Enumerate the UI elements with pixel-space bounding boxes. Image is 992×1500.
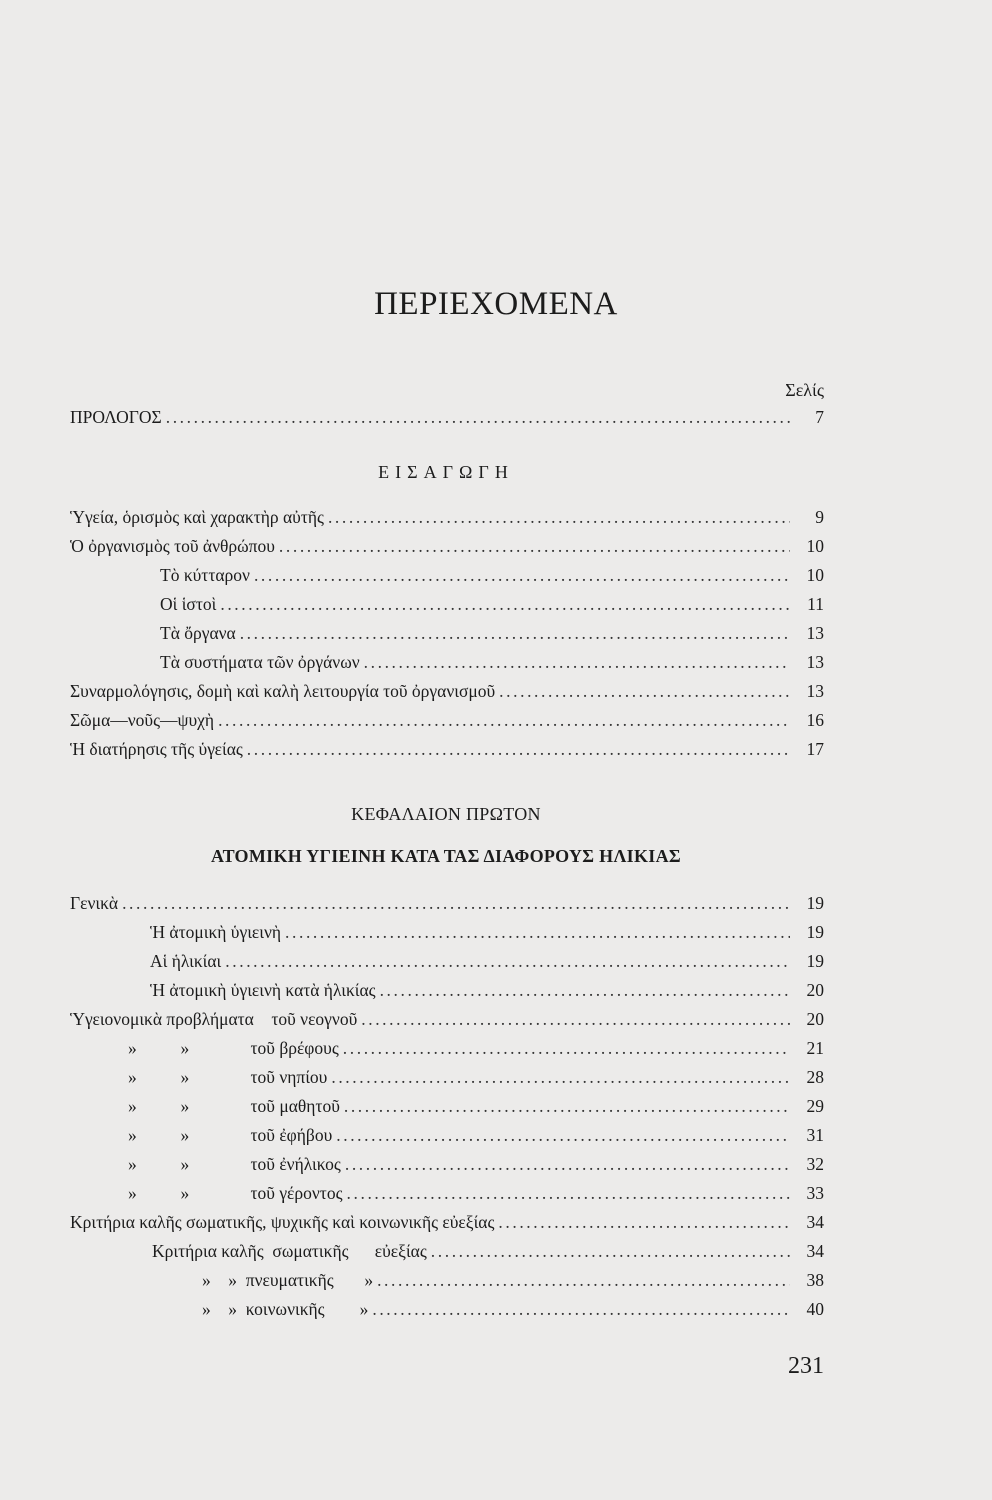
dot-leader: [254, 564, 790, 586]
toc-entry-page: 19: [806, 922, 824, 942]
toc-entry-label: Κριτήρια καλῆς σωματικῆς, ψυχικῆς καὶ κοινωνικῆς εὐεξίας: [70, 1212, 495, 1232]
dot-leader: [247, 738, 790, 760]
toc-entry-page: 28: [806, 1067, 824, 1087]
dot-leader: [240, 622, 790, 644]
toc-entry-label: Γενικὰ: [70, 893, 119, 913]
chapter-heading: ΚΕΦΑΛΑΙΟΝ ΠΡΩΤΟΝ: [351, 804, 541, 824]
toc-entry: [160, 562, 824, 586]
toc-entry: [70, 504, 824, 528]
toc-entry-label: Κριτήρια καλῆς σωματικῆς εὐεξίας: [152, 1241, 427, 1261]
toc-entry: [128, 1093, 824, 1117]
dot-leader: [285, 921, 790, 943]
toc-entry-page: 16: [806, 710, 824, 730]
toc-entry-page: 32: [806, 1154, 824, 1174]
toc-entry-label: » » κοινωνικῆς »: [202, 1299, 369, 1319]
toc-entry: [70, 890, 824, 914]
toc-entry-label: Ἡ ἀτομικὴ ὑγιεινὴ: [150, 922, 282, 942]
dot-leader: [331, 1066, 790, 1088]
toc-entry-prologue: [70, 404, 824, 428]
toc-entry: [70, 1006, 824, 1030]
toc-entry-page: 7: [815, 407, 824, 427]
toc-entry: [160, 620, 824, 644]
toc-entry: [160, 649, 824, 673]
toc-entry-page: 33: [806, 1183, 824, 1203]
toc-entry-label: » » τοῦ νηπίου: [128, 1067, 328, 1087]
toc-entry-label: ΠΡΟΛΟΓΟΣ: [70, 407, 162, 427]
dot-leader: [225, 950, 790, 972]
toc-entry-label: Τὰ ὄργανα: [160, 623, 236, 643]
toc-entry-label: Τὰ συστήματα τῶν ὀργάνων: [160, 652, 360, 672]
toc-entry: [128, 1035, 824, 1059]
dot-leader: [498, 1211, 790, 1233]
toc-entry: [150, 948, 824, 972]
dot-leader: [372, 1298, 790, 1320]
toc-entry-label: » » τοῦ γέροντος: [128, 1183, 343, 1203]
toc-entry: [70, 533, 824, 557]
toc-entry-label: » » τοῦ ἐνήλικος: [128, 1154, 341, 1174]
toc-entry-page: 17: [806, 739, 824, 759]
toc-entry-page: 10: [806, 536, 824, 556]
toc-entry: [70, 707, 824, 731]
toc-entry-label: Σῶμα—νοῦς—ψυχὴ: [70, 710, 215, 730]
toc-entry: [202, 1267, 824, 1291]
toc-entry-page: 13: [806, 652, 824, 672]
dot-leader: [328, 506, 790, 528]
toc-entry-label: Ὑγεία, ὁρισμὸς καὶ χαρακτὴρ αὐτῆς: [70, 507, 324, 527]
toc-entry-label: » » τοῦ βρέφους: [128, 1038, 339, 1058]
dot-leader: [218, 709, 790, 731]
dot-leader: [279, 535, 790, 557]
toc-entry-label: Αἱ ἡλικίαι: [150, 951, 222, 971]
toc-entry-page: 38: [806, 1270, 824, 1290]
page-title: ΠΕΡΙΕΧΟΜΕΝΑ: [374, 286, 618, 322]
intro-heading: ΕΙΣΑΓΩΓΗ: [378, 462, 514, 482]
dot-leader: [345, 1153, 790, 1175]
dot-leader: [361, 1008, 790, 1030]
toc-entry: [128, 1180, 824, 1204]
toc-entry-label: Τὸ κύτταρον: [160, 565, 250, 585]
toc-entry-page: 40: [806, 1299, 824, 1319]
dot-leader: [336, 1124, 790, 1146]
toc-entry-label: Ἡ διατήρησις τῆς ὑγείας: [70, 739, 243, 759]
dot-leader: [347, 1182, 790, 1204]
toc-entry-label: Ἡ ἀτομικὴ ὑγιεινὴ κατὰ ἡλικίας: [150, 980, 376, 1000]
toc-entry: [160, 591, 824, 615]
toc-entry-label: » » τοῦ ἐφήβου: [128, 1125, 333, 1145]
dot-leader: [377, 1269, 790, 1291]
toc-entry-page: 9: [815, 507, 824, 527]
toc-entry-page: 21: [806, 1038, 824, 1058]
toc-entry-page: 11: [807, 594, 824, 614]
toc-entry-page: 20: [806, 980, 824, 1000]
dot-leader: [343, 1037, 790, 1059]
toc-entry: [128, 1064, 824, 1088]
toc-entry-page: 31: [806, 1125, 824, 1145]
page-number: 231: [788, 1353, 824, 1379]
toc-entry-page: 10: [806, 565, 824, 585]
toc-entry-page: 34: [806, 1212, 824, 1232]
dot-leader: [220, 593, 790, 615]
toc-entry-page: 34: [806, 1241, 824, 1261]
toc-entry-label: Ὑγειονομικὰ προβλήματα τοῦ νεογνοῦ: [70, 1009, 358, 1029]
toc-entry: [70, 736, 824, 760]
dot-leader: [166, 406, 790, 428]
toc-entry-label: Συναρμολόγησις, δομὴ καὶ καλὴ λειτουργία τοῦ ὀργανισμοῦ: [70, 681, 496, 701]
toc-entry-page: 29: [806, 1096, 824, 1116]
toc-entry: [128, 1122, 824, 1146]
toc-entry: [70, 1209, 824, 1233]
toc-entry: [70, 678, 824, 702]
toc-entry: [128, 1151, 824, 1175]
toc-entry-page: 13: [806, 681, 824, 701]
toc-entry-page: 13: [806, 623, 824, 643]
toc-entry: [152, 1238, 824, 1262]
toc-entry-label: Οἱ ἱστοὶ: [160, 594, 217, 614]
dot-leader: [380, 979, 790, 1001]
toc-entry-label: Ὁ ὀργανισμὸς τοῦ ἀνθρώπου: [70, 536, 275, 556]
toc-entry-page: 19: [806, 893, 824, 913]
toc-entry-page: 19: [806, 951, 824, 971]
dot-leader: [431, 1240, 790, 1262]
toc-entry-label: » » πνευματικῆς »: [202, 1270, 374, 1290]
toc-entry-page: 20: [806, 1009, 824, 1029]
toc-entry-label: » » τοῦ μαθητοῦ: [128, 1096, 340, 1116]
toc-entry: [202, 1296, 824, 1320]
chapter-title: ΑΤΟΜΙΚΗ ΥΓΙΕΙΝΗ ΚΑΤΑ ΤΑΣ ΔΙΑΦΟΡΟΥΣ ΗΛΙΚΙΑΣ: [211, 846, 681, 866]
dot-leader: [364, 651, 790, 673]
toc-entry: [150, 977, 824, 1001]
toc-entry: [150, 919, 824, 943]
dot-leader: [499, 680, 790, 702]
dot-leader: [122, 892, 790, 914]
dot-leader: [344, 1095, 790, 1117]
pages-column-label: Σελίς: [785, 380, 824, 400]
